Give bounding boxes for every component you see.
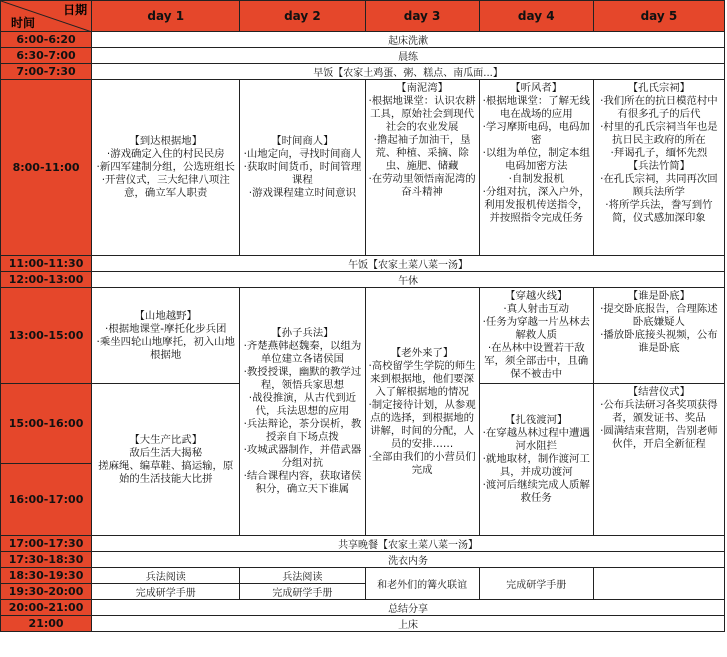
evening-day2-handbook: 完成研学手册 xyxy=(240,584,365,600)
activity-details: ·真人射击互动 ·任务为穿越一片丛林去解救人质 ·在丛林中设置若干敌军，须全部击中，且确保不被击中 xyxy=(482,303,590,380)
activity-details: ·齐楚燕韩赵魏秦，以组为单位建立各诸侯国 ·教授授课，幽默的教学过程，领悟兵家思想 ·战役推演，从古代到近代，兵法思想的应用 ·兵法辩论，茶分误析，教授亲自下场点拨 ·攻城武器制作，并借武器分组对抗 ·结合课程内容，获取诸侯积分，确立天下谁属 xyxy=(243,340,362,495)
afternoon-activity-day5 xyxy=(593,288,724,384)
time-slot: 6:30-7:00 xyxy=(1,48,92,64)
afternoon-activity-day3 xyxy=(365,288,479,536)
time-label: 时间 xyxy=(11,16,36,30)
activity-title: 【结营仪式】 xyxy=(627,386,691,398)
activity-title: 【南泥湾】 xyxy=(396,82,449,94)
activity-nap: 午休 xyxy=(92,272,725,288)
evening-day2-reading: 兵法阅读 xyxy=(240,568,365,584)
activity-title: 【听风者】 xyxy=(510,82,563,94)
activity-title: 【山地越野】 xyxy=(134,309,197,322)
afternoon-activity-day2 xyxy=(240,288,365,536)
date-label: 日期 xyxy=(63,3,88,17)
day-header-4: day 4 xyxy=(479,1,593,32)
time-slot: 21:00 xyxy=(1,616,92,632)
activity-lunch: 午饭【农家土菜八菜一汤】 xyxy=(92,256,725,272)
morning-activity-day5 xyxy=(593,80,724,256)
time-slot: 18:30-19:30 xyxy=(1,568,92,584)
day-header-5: day 5 xyxy=(593,1,724,32)
time-slot: 12:00-13:00 xyxy=(1,272,92,288)
activity-title: 【扎筏渡河】 xyxy=(505,414,568,426)
activity-title: 【到达根据地】 xyxy=(129,135,203,147)
activity-wake-up: 起床洗漱 xyxy=(92,32,725,48)
afternoon-activity-day4 xyxy=(479,288,593,384)
afternoon-activity-day1 xyxy=(92,288,240,384)
day-header-3: day 3 xyxy=(365,1,479,32)
morning-activity-day4 xyxy=(479,80,593,256)
afternoon-activity-day4-part2 xyxy=(479,384,593,536)
activity-details: ·高校留学生学院的师生来到根据地，他们要深入了解根据地的情况 ·制定接待计划，从参观点的选择，到根据地的讲解，时间的分配，人员的安排…… ·全部由我们的小营员们完成 xyxy=(368,359,476,476)
activity-details: ·我们所在的抗日模范村中有很多孔子的后代 ·村里的孔氏宗祠当年也是抗日民主政府的所在 ·拜谒孔子，缅怀先烈 xyxy=(600,95,718,159)
time-slot: 19:30-20:00 xyxy=(1,584,92,600)
activity-title: 【穿越火线】 xyxy=(505,290,568,302)
time-slot: 20:00-21:00 xyxy=(1,600,92,616)
activity-dinner: 共享晚餐【农家土菜八菜一汤】 xyxy=(92,536,725,552)
activity-breakfast: 早饭【农家土鸡蛋、粥、糕点、南瓜面...】 xyxy=(92,64,725,80)
time-slot: 17:30-18:30 xyxy=(1,552,92,568)
evening-day5-empty xyxy=(593,568,724,600)
activity-details: ·根据地课堂：认识农耕工具，原始社会到现代社会的农业发展 ·撸起袖子加油干，垦荒、种植、采摘、除虫、施肥、储藏 ·在劳动里领悟南泥湾的奋斗精神 xyxy=(368,95,476,198)
day-header-2: day 2 xyxy=(240,1,365,32)
activity-title: 【大生产比武】 xyxy=(129,433,203,446)
activity-details: ·在孔氏宗祠，共同再次回顾兵法所学 ·将所学兵法，誊写到竹简，仪式感加深印象 xyxy=(600,173,718,224)
evening-day1-reading: 兵法阅读 xyxy=(92,568,240,584)
activity-summary: 总结分享 xyxy=(92,600,725,616)
evening-day1-handbook: 完成研学手册 xyxy=(92,584,240,600)
activity-title: 【谁是卧底】 xyxy=(627,290,691,302)
activity-title: 【孙子兵法】 xyxy=(271,327,334,339)
activity-details: ·根据地课堂-摩托化步兵团 ·乘坐四轮山地摩托，初入山地根据地 xyxy=(96,322,235,361)
header-corner xyxy=(1,1,92,32)
activity-details: 敌后生活大揭秘 搓麻绳、编草鞋、搞运输，原始的生活技能大比拼 xyxy=(98,446,234,485)
time-slot: 6:00-6:20 xyxy=(1,32,92,48)
morning-activity-day2 xyxy=(240,80,365,256)
evening-day3-bonfire: 和老外们的篝火联谊 xyxy=(365,568,479,600)
activity-details: ·游戏确定入住的村民民房 ·新四军建制分组，公选班组长 ·开营仪式，三大纪律八项注意，确立军人职责 xyxy=(96,148,235,199)
activity-details: ·在穿越丛林过程中遭遇河水阻拦 ·就地取材，制作渡河工具，并成功渡河 ·渡河后继续完成人质解救任务 xyxy=(482,427,590,504)
time-slot: 15:00-16:00 xyxy=(1,384,92,464)
day-header-1: day 1 xyxy=(92,1,240,32)
time-slot: 16:00-17:00 xyxy=(1,464,92,536)
morning-activity-day3 xyxy=(365,80,479,256)
activity-title: 【兵法竹简】 xyxy=(627,160,691,172)
activity-title: 【孔氏宗祠】 xyxy=(627,82,691,94)
activity-details: ·提交卧底报告，合理陈述卧底嫌疑人 ·播放卧底接头视频，公布谁是卧底 xyxy=(600,303,718,354)
morning-activity-day1 xyxy=(92,80,240,256)
activity-title: 【老外来了】 xyxy=(390,346,454,359)
activity-details: ·根据地课堂：了解无线电在战场的应用 ·学习摩斯电码，电码加密 ·以组为单位，制定本组电码加密方法 ·自制发报机 ·分组对抗，深入户外，利用发报机传送指令，并按照指令完成任务 xyxy=(482,95,590,224)
activity-laundry: 洗衣内务 xyxy=(92,552,725,568)
afternoon-activity-day5-part2 xyxy=(593,384,724,536)
activity-details: ·公布兵法研习各奖项获得者，颁发证书、奖品 ·圆满结束营期，告别老师伙伴，开启全新征程 xyxy=(600,399,718,450)
activity-details: ·山地定向，寻找时间商人 ·获取时间货币，时间管理课程 ·游戏课程建立时间意识 xyxy=(243,148,362,199)
activity-title: 【时间商人】 xyxy=(271,135,334,147)
time-slot: 7:00-7:30 xyxy=(1,64,92,80)
time-slot: 11:00-11:30 xyxy=(1,256,92,272)
activity-bedtime: 上床 xyxy=(92,616,725,632)
time-slot: 13:00-15:00 xyxy=(1,288,92,384)
afternoon-activity-day1-part2 xyxy=(92,384,240,536)
time-slot: 17:00-17:30 xyxy=(1,536,92,552)
activity-morning-exercise: 晨练 xyxy=(92,48,725,64)
time-slot: 8:00-11:00 xyxy=(1,80,92,256)
evening-day4-handbook: 完成研学手册 xyxy=(479,568,593,600)
